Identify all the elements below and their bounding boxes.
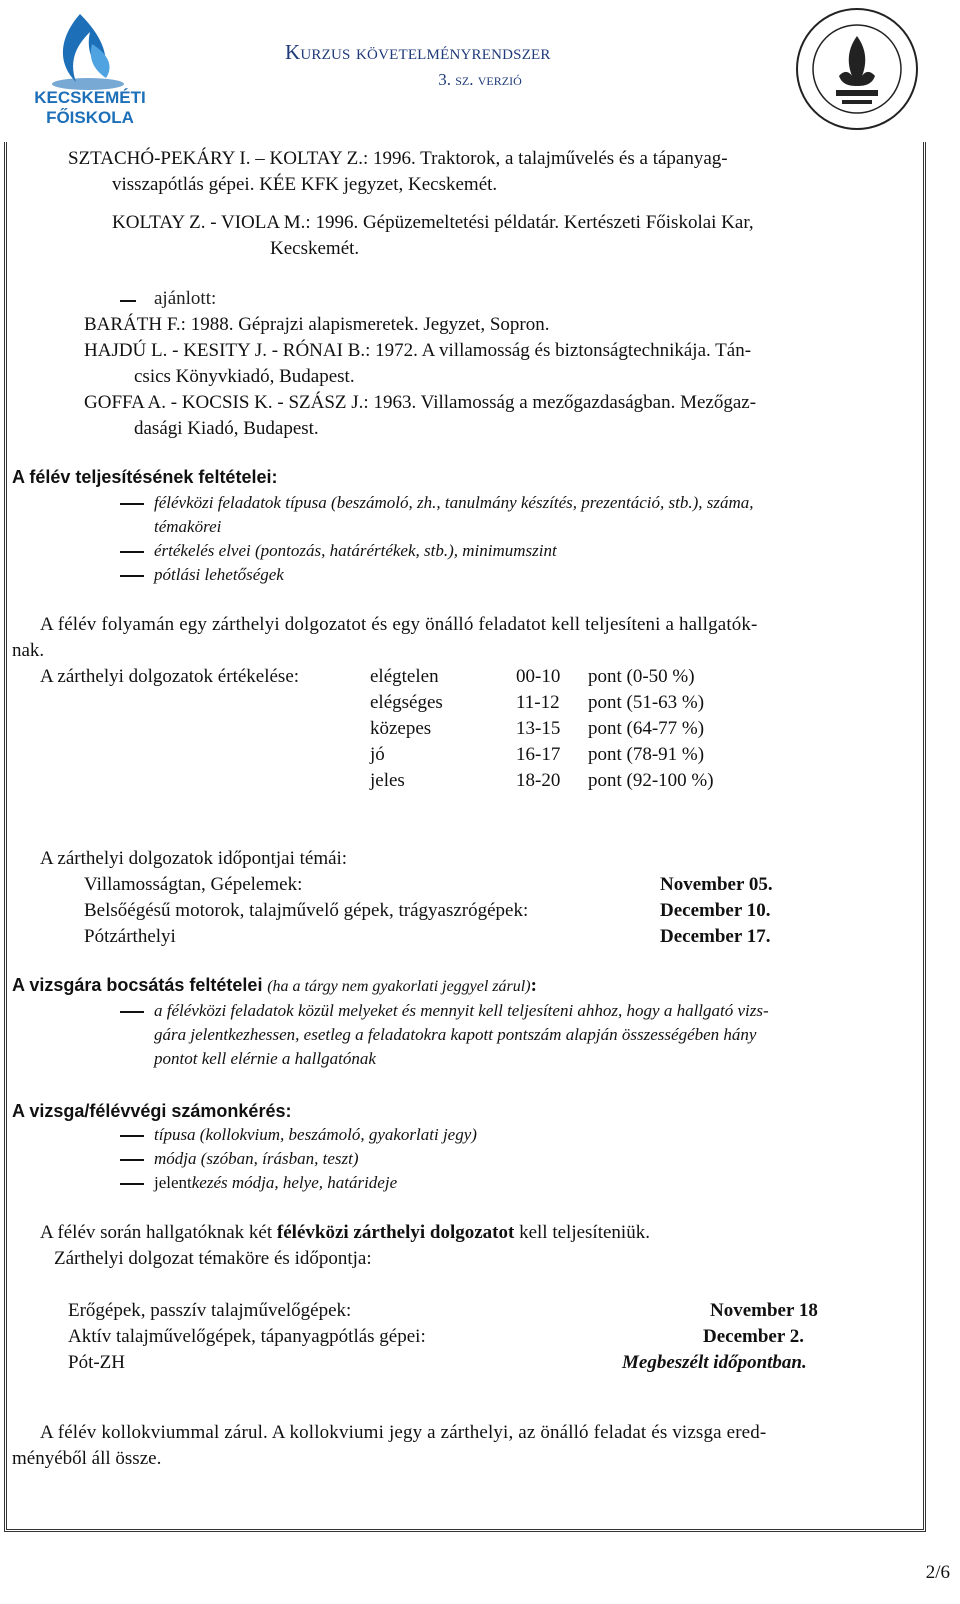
grade-percent: pont (78-91 %) — [588, 744, 705, 765]
page-number: 2/6 — [925, 1562, 950, 1583]
logo-text-line2: FŐISKOLA — [46, 108, 134, 127]
condition-bullet-3: pótlási lehetőségek — [154, 565, 284, 584]
dash-icon — [120, 1011, 144, 1013]
document-version: 3. sz. verzió — [438, 70, 522, 89]
grade-range: 00-10 — [516, 666, 561, 687]
grade-name: jó — [370, 744, 385, 765]
schedule-topic: Pótzárthelyi — [84, 926, 176, 947]
admission-bullet-line3: pontot kell elérnie a hallgatónak — [154, 1049, 376, 1068]
zh-date: November 18 — [710, 1300, 818, 1321]
grade-percent: pont (64-77 %) — [588, 718, 705, 739]
dash-icon — [120, 300, 136, 302]
schedule-topic: Belsőégésű motorok, talajművelő gépek, trágyaszrógépek: — [84, 900, 529, 921]
dash-icon — [120, 1159, 144, 1161]
reference-4-line1: HAJDÚ L. - KESITY J. - RÓNAI B.: 1972. A villamosság és biztonságtechnikája. Tán- — [84, 340, 752, 361]
grade-name: jeles — [370, 770, 405, 791]
exam-admission-heading: A vizsgára bocsátás feltételei (ha a tárgy nem gyakorlati jeggyel zárul): — [12, 975, 537, 996]
grade-range: 13-15 — [516, 718, 561, 739]
zh-topic: Pót-ZH — [68, 1352, 125, 1373]
condition-bullet-1-line1: félévközi feladatok típusa (beszámoló, zh., tanulmány készítés, prezentáció, stb.), száma, — [154, 493, 754, 512]
closing-line2: ményéből áll össze. — [12, 1448, 162, 1469]
schedule-heading: A zárthelyi dolgozatok időpontjai témái: — [40, 848, 348, 869]
dash-icon — [120, 551, 144, 553]
grading-label: A zárthelyi dolgozatok értékelése: — [40, 666, 300, 687]
schedule-topic: Villamosságtan, Gépelemek: — [84, 874, 303, 895]
exam-bullet-2: módja (szóban, írásban, teszt) — [154, 1149, 359, 1168]
faculty-seal — [794, 6, 920, 132]
zh-date: Megbeszélt időpontban. — [622, 1352, 807, 1373]
schedule-date: December 10. — [660, 900, 771, 921]
seal-icon — [794, 6, 920, 132]
condition-bullet-1-line2: témakörei — [154, 517, 222, 536]
dash-icon — [120, 1183, 144, 1185]
document-title: Kurzus követelményrendszer — [285, 40, 551, 64]
schedule-date: December 17. — [660, 926, 771, 947]
reference-4-line2: csics Könyvkiadó, Budapest. — [134, 366, 355, 387]
reference-5-line2: dasági Kiadó, Budapest. — [134, 418, 319, 439]
recommended-label: ajánlott: — [154, 288, 217, 309]
exam-bullet-3: jelentkezés módja, helye, határideje — [154, 1173, 398, 1192]
zh-topic: Aktív talajművelőgépek, tápanyagpótlás gépei: — [68, 1326, 426, 1347]
condition-bullet-2: értékelés elvei (pontozás, határértékek, stb.), minimumszint — [154, 541, 557, 560]
dash-icon — [120, 1135, 144, 1137]
reference-1-line1: SZTACHÓ-PEKÁRY I. – KOLTAY Z.: 1996. Traktorok, a talajművelés és a tápanyag- — [68, 148, 728, 169]
exam-heading: A vizsga/félévvégi számonkérés: — [12, 1101, 292, 1121]
reference-3: BARÁTH F.: 1988. Géprajzi alapismeretek. Jegyzet, Sopron. — [84, 314, 550, 335]
grade-name: elégséges — [370, 692, 443, 713]
admission-bullet-line1: a félévközi feladatok közül melyeket és mennyit kell teljesíteni ahhoz, hogy a hallgató vizs- — [154, 1001, 769, 1020]
grade-percent: pont (0-50 %) — [588, 666, 695, 687]
grade-range: 16-17 — [516, 744, 561, 765]
grade-name: közepes — [370, 718, 432, 739]
dash-icon — [120, 503, 144, 505]
schedule-date: November 05. — [660, 874, 773, 895]
admission-bullet-line2: gára jelentkezhessen, esetleg a feladatokra kapott pontszám alapján összességében hány — [154, 1025, 757, 1044]
grade-percent: pont (51-63 %) — [588, 692, 705, 713]
exam-paragraph-1: A félév során hallgatóknak két félévközi zárthelyi dolgozatot kell teljesíteniük. — [40, 1222, 650, 1243]
exam-paragraph-2: Zárthelyi dolgozat témaköre és időpontja: — [54, 1248, 372, 1269]
reference-5-line1: GOFFA A. - KOCSIS K. - SZÁSZ J.: 1963. Villamosság a mezőgazdaságban. Mezőgaz- — [84, 392, 757, 413]
zh-topic: Erőgépek, passzív talajművelőgépek: — [68, 1300, 352, 1321]
zh-date: December 2. — [703, 1326, 804, 1347]
dash-icon — [120, 575, 144, 577]
conditions-paragraph-line2: nak. — [12, 640, 45, 661]
logo-text-line1: KECSKEMÉTI — [34, 88, 146, 107]
conditions-paragraph-line1: A félév folyamán egy zárthelyi dolgozatot és egy önálló feladatot kell teljesíteni a hallgatók- — [40, 614, 758, 635]
closing-line1: A félév kollokviummal zárul. A kollokviumi jegy a zárthelyi, az önálló feladat és vizsga ered- — [40, 1422, 767, 1443]
reference-1-line2: visszapótlás gépei. KÉE KFK jegyzet, Kecskemét. — [112, 174, 498, 195]
grade-name: elégtelen — [370, 666, 439, 687]
grade-range: 11-12 — [516, 692, 560, 713]
conditions-heading: A félév teljesítésének feltételei: — [12, 467, 278, 487]
reference-2-line1: KOLTAY Z. - VIOLA M.: 1996. Gépüzemeltetési példatár. Kertészeti Főiskolai Kar, — [112, 212, 754, 233]
reference-2-line2: Kecskemét. — [270, 238, 360, 259]
grade-percent: pont (92-100 %) — [588, 770, 714, 791]
college-logo — [18, 4, 158, 132]
grade-range: 18-20 — [516, 770, 561, 791]
exam-bullet-1: típusa (kollokvium, beszámoló, gyakorlati jegy) — [154, 1125, 477, 1144]
